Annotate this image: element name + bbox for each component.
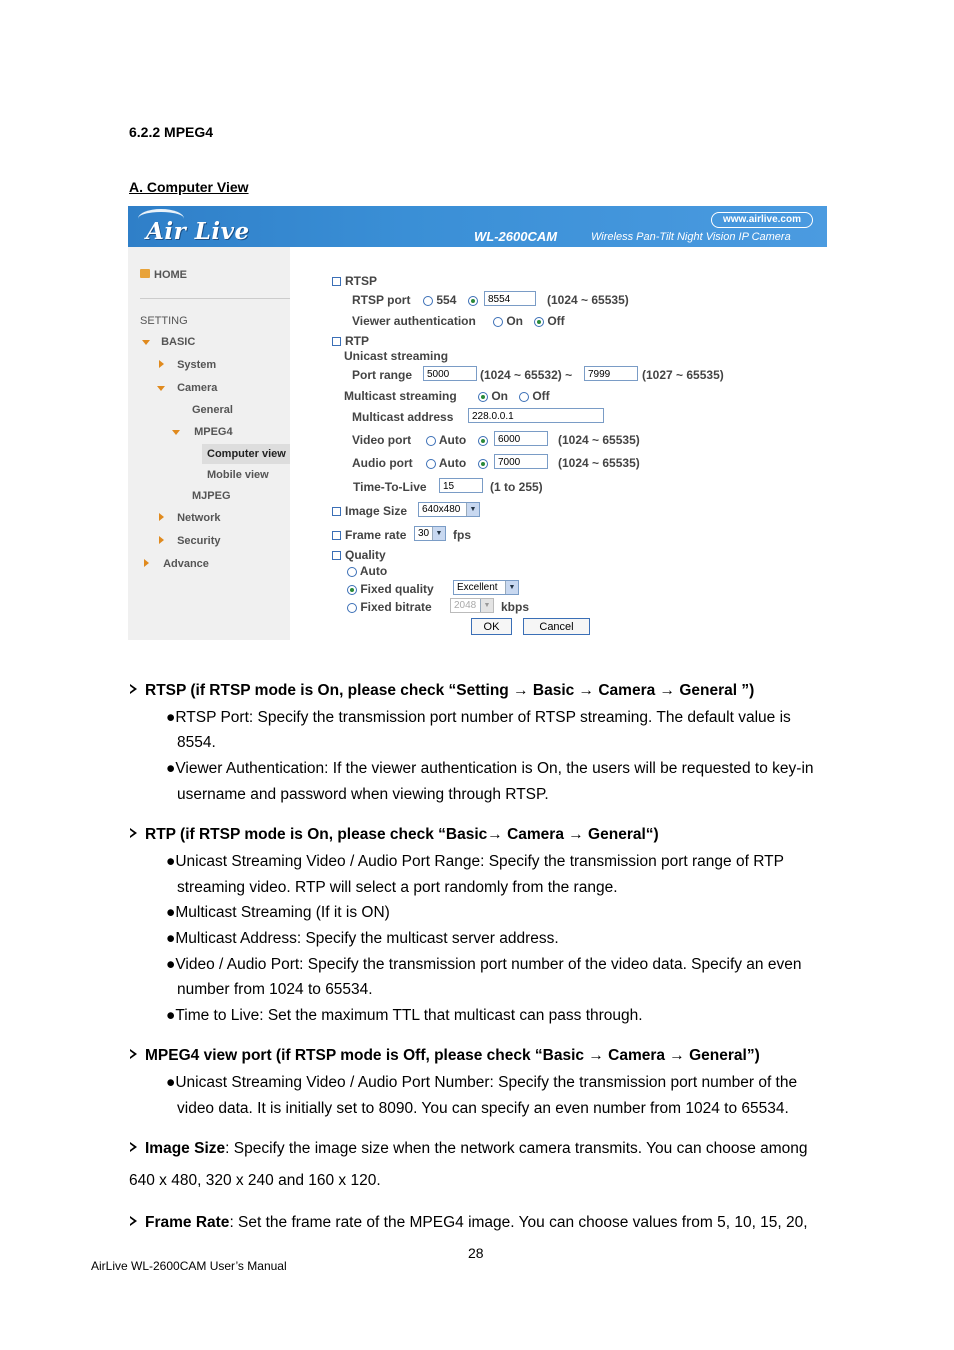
rtsp-bullet-1-line-2: 8554. [177, 734, 216, 751]
radio-button[interactable] [347, 603, 357, 613]
chevron-down-icon: ▼ [466, 503, 479, 516]
mpeg4-bullet-1-line-2: video data. It is initially set to 8090. You can specify an even number from 1024 to 65534. [177, 1100, 789, 1117]
nav-mobile-view[interactable]: Mobile view [207, 469, 269, 481]
rtp-heading: RTP (if RTSP mode is On, please check “Basic→ Camera → General“) [130, 826, 659, 844]
radio-button[interactable] [423, 296, 433, 306]
ttl-label: Time-To-Live [353, 480, 427, 494]
rtp-bullet-1-line-1: ●Unicast Streaming Video / Audio Port Range: Specify the transmission port range of RTP [166, 853, 784, 870]
chevron-down-icon: ▼ [505, 581, 518, 594]
rtsp-bullet-2-line-2: username and password when viewing through RTSP. [177, 786, 549, 803]
viewer-auth-on-option[interactable]: On [493, 314, 523, 328]
audio-port-input[interactable]: 7000 [494, 454, 548, 469]
rtsp-port-custom-option[interactable] [468, 293, 478, 307]
arrowhead-bullet-icon [130, 1216, 137, 1226]
website-link[interactable]: www.airlive.com [711, 212, 813, 228]
port-range-to-hint: (1027 ~ 65535) [642, 368, 724, 382]
section-title: 6.2.2 MPEG4 [129, 124, 214, 140]
fps-unit: fps [453, 528, 471, 542]
fixed-quality-option[interactable]: Fixed quality [347, 582, 434, 596]
nav-mjpeg[interactable]: MJPEG [192, 490, 231, 502]
fixed-bitrate-select[interactable]: 2048 ▼ [450, 598, 494, 613]
fixed-bitrate-option[interactable]: Fixed bitrate [347, 600, 432, 614]
divider [140, 298, 290, 299]
collapsed-arrow-icon [159, 513, 164, 521]
subsection-title: A. Computer View [129, 179, 249, 195]
page-number: 28 [468, 1245, 484, 1261]
video-port-label: Video port [352, 433, 412, 447]
ok-button[interactable]: OK [471, 618, 512, 635]
rtp-bullet-1-line-2: streaming video. RTP will select a port randomly from the range. [177, 879, 618, 896]
nav-mpeg4[interactable]: MPEG4 [172, 426, 233, 438]
frame-rate-paragraph-line-1: Frame Rate: Set the frame rate of the MPEG4 image. You can choose values from 5, 10, 15, 20, [130, 1214, 808, 1232]
audio-port-custom-option[interactable] [478, 456, 488, 470]
kbps-unit: kbps [501, 600, 530, 614]
rtsp-section[interactable]: RTSP [332, 274, 377, 288]
ttl-range-hint: (1 to 255) [490, 480, 543, 494]
rtp-bullet-5: ●Time to Live: Set the maximum TTL that multicast can pass through. [166, 1007, 643, 1024]
rtp-bullet-4-line-2: number from 1024 to 65534. [177, 981, 373, 998]
viewer-auth-label: Viewer authentication [352, 314, 476, 328]
rtp-bullet-4-line-1: ●Video / Audio Port: Specify the transmission port number of the video data. Specify an even [166, 956, 802, 973]
quality-auto-option[interactable]: Auto [347, 564, 387, 578]
port-range-to-input[interactable]: 7999 [584, 366, 638, 381]
arrowhead-bullet-icon [130, 1049, 137, 1059]
radio-button[interactable] [493, 317, 503, 327]
video-port-custom-option[interactable] [478, 433, 488, 447]
audio-port-label: Audio port [352, 456, 413, 470]
radio-button-selected[interactable] [478, 436, 488, 446]
rtsp-port-input[interactable]: 8554 [484, 291, 536, 306]
radio-button[interactable] [347, 567, 357, 577]
image-size-select[interactable]: 640x480 ▼ [418, 502, 480, 517]
rtsp-port-range-hint: (1024 ~ 65535) [547, 293, 629, 307]
collapsed-arrow-icon [144, 559, 149, 567]
nav-security[interactable]: Security [159, 535, 220, 547]
nav-home[interactable]: HOME [140, 269, 187, 281]
image-size-section[interactable]: Image Size [332, 504, 407, 518]
nav-system[interactable]: System [159, 359, 216, 371]
video-port-range-hint: (1024 ~ 65535) [558, 433, 640, 447]
rtsp-port-label: RTSP port [352, 293, 411, 307]
home-icon [140, 269, 150, 278]
image-size-paragraph-line-1: Image Size: Specify the image size when the network camera transmits. You can choose among [130, 1140, 808, 1158]
video-port-input[interactable]: 6000 [494, 431, 548, 446]
image-size-checkbox[interactable] [332, 507, 341, 516]
arrowhead-bullet-icon [130, 684, 137, 694]
radio-button-selected[interactable] [468, 296, 478, 306]
nav-setting: SETTING [140, 315, 188, 327]
rtp-bullet-3: ●Multicast Address: Specify the multicast server address. [166, 930, 559, 947]
frame-rate-section[interactable]: Frame rate [332, 528, 406, 542]
rtp-checkbox[interactable] [332, 337, 341, 346]
port-range-from-hint: (1024 ~ 65532) ~ [480, 368, 573, 382]
page-footer: AirLive WL-2600CAM User’s Manual [91, 1259, 287, 1273]
collapsed-arrow-icon [159, 536, 164, 544]
product-tagline: Wireless Pan-Tilt Night Vision IP Camera [591, 231, 791, 243]
airlive-logo: Air Live [146, 218, 250, 245]
expanded-arrow-icon [142, 340, 150, 345]
radio-button[interactable] [426, 459, 436, 469]
radio-button[interactable] [426, 436, 436, 446]
nav-network[interactable]: Network [159, 512, 220, 524]
quality-section[interactable]: Quality [332, 548, 386, 562]
nav-computer-view[interactable]: Computer view [207, 448, 286, 460]
arrowhead-bullet-icon [130, 1142, 137, 1152]
rtp-bullet-2: ●Multicast Streaming (If it is ON) [166, 904, 390, 921]
ttl-input[interactable]: 15 [439, 478, 483, 493]
frame-rate-checkbox[interactable] [332, 531, 341, 540]
banner [128, 206, 827, 247]
viewer-auth-off-option[interactable]: Off [534, 314, 565, 328]
port-range-label: Port range [352, 368, 413, 382]
nav-camera[interactable]: Camera [157, 382, 217, 394]
multicast-off-option[interactable]: Off [519, 389, 550, 403]
expanded-arrow-icon [157, 386, 165, 391]
radio-button[interactable] [519, 392, 529, 402]
unicast-streaming-label: Unicast streaming [344, 349, 449, 363]
audio-port-auto-option[interactable]: Auto [426, 456, 466, 470]
multicast-on-option[interactable]: On [478, 389, 508, 403]
chevron-down-icon: ▼ [432, 527, 445, 540]
multicast-streaming-label: Multicast streaming [344, 389, 457, 403]
quality-checkbox[interactable] [332, 551, 341, 560]
arrowhead-bullet-icon [130, 828, 137, 838]
image-size-paragraph-line-2: 640 x 480, 320 x 240 and 160 x 120. [129, 1172, 381, 1189]
multicast-address-label: Multicast address [352, 410, 454, 424]
cancel-button[interactable]: Cancel [523, 618, 590, 635]
radio-button-selected[interactable] [534, 317, 544, 327]
radio-button-selected[interactable] [478, 459, 488, 469]
radio-button-selected[interactable] [478, 392, 488, 402]
fixed-quality-select[interactable]: Excellent ▼ [453, 580, 519, 595]
model-name: WL-2600CAM [474, 229, 558, 244]
camera-ui-screenshot [128, 206, 827, 640]
video-port-auto-option[interactable]: Auto [426, 433, 466, 447]
rtsp-bullet-2-line-1: ●Viewer Authentication: If the viewer authentication is On, the users will be requested to key-in [166, 760, 814, 777]
expanded-arrow-icon [172, 430, 180, 435]
audio-port-range-hint: (1024 ~ 65535) [558, 456, 640, 470]
mpeg4-bullet-1-line-1: ●Unicast Streaming Video / Audio Port Number: Specify the transmission port number of the [166, 1074, 798, 1091]
rtsp-checkbox[interactable] [332, 277, 341, 286]
nav-advance[interactable]: Advance [144, 558, 209, 570]
radio-button-selected[interactable] [347, 585, 357, 595]
multicast-address-input[interactable]: 228.0.0.1 [468, 408, 604, 423]
frame-rate-select[interactable]: 30 ▼ [414, 526, 446, 541]
rtsp-bullet-1-line-1: ●RTSP Port: Specify the transmission port number of RTSP streaming. The default value is [166, 709, 791, 726]
rtp-section[interactable]: RTP [332, 334, 369, 348]
collapsed-arrow-icon [159, 360, 164, 368]
rtsp-heading: RTSP (if RTSP mode is On, please check “Setting → Basic → Camera → General ”) [130, 682, 754, 700]
rtsp-port-default-option[interactable]: 554 [423, 293, 456, 307]
chevron-down-icon: ▼ [480, 599, 493, 612]
nav-general[interactable]: General [192, 404, 233, 416]
sidebar [128, 247, 290, 640]
mpeg4-heading: MPEG4 view port (if RTSP mode is Off, please check “Basic → Camera → General”) [130, 1047, 760, 1065]
port-range-from-input[interactable]: 5000 [423, 366, 477, 381]
nav-basic[interactable]: BASIC [142, 336, 195, 348]
